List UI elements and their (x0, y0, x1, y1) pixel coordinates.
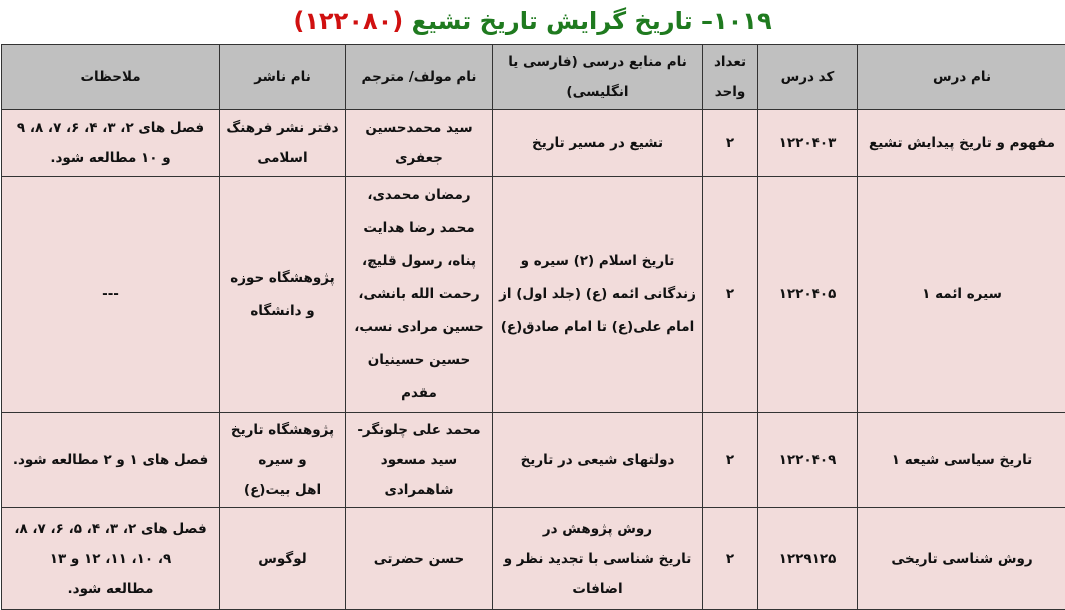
course-code: ۱۲۲۰۴۰۳ (758, 110, 858, 177)
table-row (2, 110, 1065, 177)
course-code: ۱۲۲۰۴۰۵ (758, 177, 858, 413)
title-text: ۱۰۱۹– تاریخ گرایش تاریخ تشیع (412, 7, 772, 35)
source: تاریخ اسلام (۲) سیره و زندگانی ائمه (ع) (جلد اول) از امام علی(ع) تا امام صادق(ع) (493, 177, 703, 413)
document-title (0, 0, 1065, 42)
author: محمد علی چلونگر- سید مسعود شاهمرادی (346, 413, 493, 508)
publisher: لوگوس (220, 508, 346, 610)
notes: فصل های ۱ و ۲ مطالعه شود. (2, 413, 220, 508)
publisher: دفتر نشر فرهنگ اسلامی (220, 110, 346, 177)
units: ۲ (703, 413, 758, 508)
header-row (2, 45, 1065, 110)
header-course-code: کد درس (758, 45, 858, 110)
course-table (1, 44, 1065, 610)
source: دولتهای شیعی در تاریخ (493, 413, 703, 508)
table-row (2, 413, 1065, 508)
notes: فصل های ۲، ۳، ۴، ۶، ۷، ۸، ۹ و ۱۰ مطالعه شود. (2, 110, 220, 177)
notes: --- (2, 177, 220, 413)
title-code: (۱۲۲۰۸۰) (293, 7, 403, 35)
table-row (2, 508, 1065, 610)
source: تشیع در مسیر تاریخ (493, 110, 703, 177)
header-author: نام مولف/ مترجم (346, 45, 493, 110)
table-row (2, 177, 1065, 413)
course-name: روش شناسی تاریخی (858, 508, 1065, 610)
source: روش پژوهش در تاریخ شناسی با تجدید نظر و اضافات (493, 508, 703, 610)
notes: فصل های ۲، ۳، ۴، ۵، ۶، ۷، ۸، ۹، ۱۰، ۱۱، ۱۲ و ۱۳ مطالعه شود. (2, 508, 220, 610)
course-code: ۱۲۲۹۱۲۵ (758, 508, 858, 610)
author: سید محمدحسین جعفری (346, 110, 493, 177)
publisher: پژوهشگاه تاریخ و سیره اهل بیت(ع) (220, 413, 346, 508)
header-units: تعداد واحد (703, 45, 758, 110)
header-publisher: نام ناشر (220, 45, 346, 110)
header-course-name: نام درس (858, 45, 1065, 110)
course-name: مفهوم و تاریخ پیدایش تشیع (858, 110, 1065, 177)
course-name: تاریخ سیاسی شیعه ۱ (858, 413, 1065, 508)
header-sources: نام منابع درسی (فارسی یا انگلیسی) (493, 45, 703, 110)
publisher: پژوهشگاه حوزه و دانشگاه (220, 177, 346, 413)
units: ۲ (703, 110, 758, 177)
course-name: سیره ائمه ۱ (858, 177, 1065, 413)
author: حسن حضرتی (346, 508, 493, 610)
units: ۲ (703, 508, 758, 610)
course-code: ۱۲۲۰۴۰۹ (758, 413, 858, 508)
units: ۲ (703, 177, 758, 413)
header-notes: ملاحظات (2, 45, 220, 110)
author: رمضان محمدی، محمد رضا هدایت پناه، رسول قلیچ، رحمت الله بانشی، حسین مرادی نسب، حسین حسینیان مقدم (346, 177, 493, 413)
